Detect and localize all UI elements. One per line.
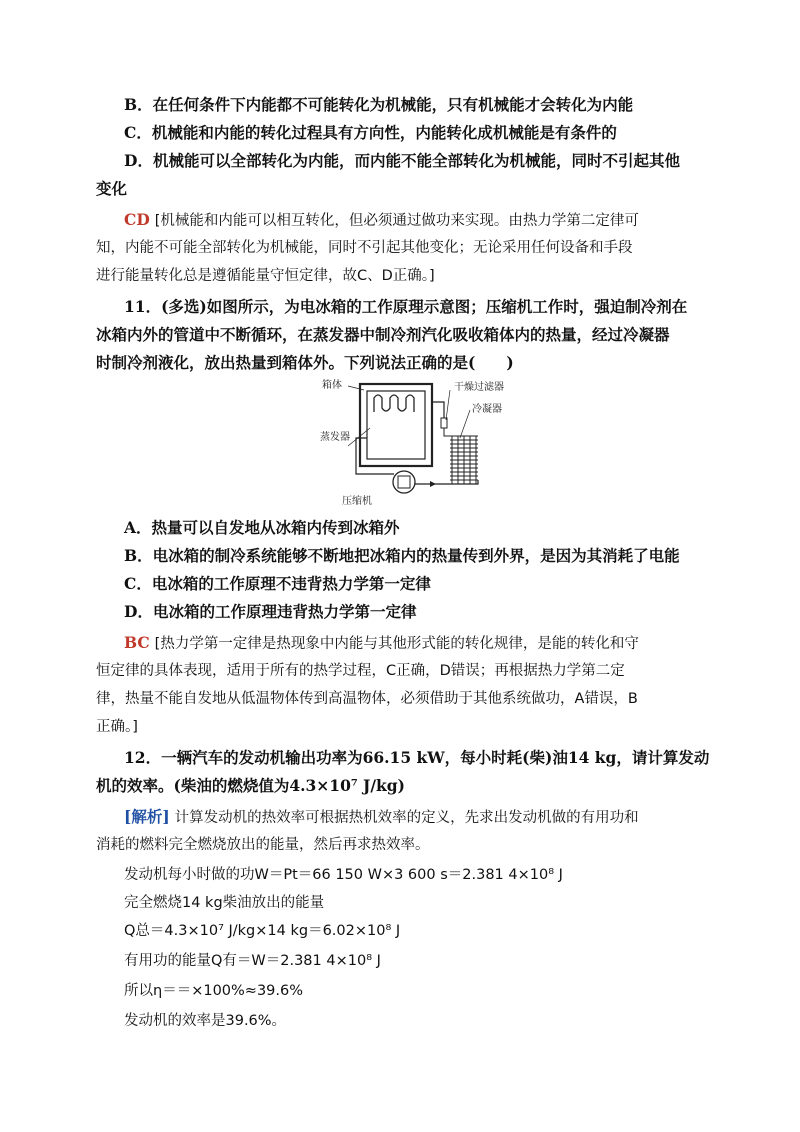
- label-compressor: 压缩机: [342, 496, 372, 507]
- q10-explanation-3: 进行能量转化总是遵循能量守恒定律，故C、D正确。]: [96, 268, 435, 284]
- leader-box: [348, 386, 364, 390]
- q11-answer: BC: [124, 633, 150, 652]
- leader-condenser: [460, 410, 470, 438]
- q11-option-a: A．热量可以自发地从冰箱内传到冰箱外: [124, 518, 400, 537]
- q12-calc-useful-energy: 有用功的能量Q有＝W＝2.381 4×10⁸ J: [124, 953, 381, 969]
- label-box: 箱体: [322, 380, 342, 391]
- compressor-core: [398, 476, 410, 488]
- q12-stem-line1: 12．一辆汽车的发动机输出功率为66.15 kW，每小时耗(柴)油14 kg，请计算发动: [124, 748, 710, 767]
- q12-calc-heading: 完全燃烧14 kg柴油放出的能量: [124, 895, 325, 911]
- pipe-top: [432, 402, 444, 418]
- refrigerator-diagram: [318, 378, 518, 510]
- q12-stem-line2: 机的效率。(柴油的燃烧值为4.3×10⁷ J/kg): [96, 776, 405, 795]
- q12-explanation-2: 消耗的燃料完全燃烧放出的能量，然后再求热效率。: [96, 837, 430, 853]
- label-condenser: 冷凝器: [472, 404, 502, 415]
- q11-stem-line3: 时制冷剂液化，放出热量到箱体外。下列说法正确的是( ): [96, 353, 514, 372]
- q11-stem-line1: 11．(多选)如图所示，为电冰箱的工作原理示意图；压缩机工作时，强迫制冷剂在: [124, 297, 688, 316]
- q10-option-c: C．机械能和内能的转化过程具有方向性，内能转化成机械能是有条件的: [124, 123, 617, 142]
- box-inner: [367, 391, 425, 459]
- label-filter: 干燥过滤器: [454, 382, 504, 393]
- q10-option-b: B．在任何条件下内能都不可能转化为机械能，只有机械能才会转化为内能: [124, 95, 634, 114]
- pipe-bottom: [415, 480, 478, 484]
- label-evaporator: 蒸发器: [320, 432, 350, 443]
- q11-answer-line1: [124, 632, 639, 655]
- analysis-tag: [解析]: [124, 807, 170, 826]
- q11-option-d: D．电冰箱的工作原理违背热力学第一定律: [124, 602, 417, 621]
- pipe-left: [356, 438, 394, 474]
- q12-calc-total-energy: Q总＝4.3×10⁷ J/kg×14 kg＝6.02×10⁸ J: [124, 923, 401, 939]
- q10-explanation-2: 知，内能不可能全部转化为机械能，同时不引起其他变化；无论采用任何设备和手段: [96, 240, 633, 256]
- q11-option-c: C．电冰箱的工作原理不违背热力学第一定律: [124, 574, 431, 593]
- q11-option-b: B．电冰箱的制冷系统能够不断地把冰箱内的热量传到外界，是因为其消耗了电能: [124, 546, 680, 565]
- flow-arrow: [430, 481, 436, 487]
- q10-answer: CD: [124, 210, 150, 229]
- q10-option-d-line1: D．机械能可以全部转化为内能，而内能不能全部转化为机械能，同时不引起其他: [124, 151, 680, 170]
- leader-filter: [446, 390, 450, 420]
- compressor: [393, 471, 415, 493]
- q11-explanation-3: 律，热量不能自发地从低温物体传到高温物体，必须借助于其他系统做功，A错误，B: [96, 691, 638, 707]
- q11-explanation-2: 恒定律的具体表现，适用于所有的热学过程，C正确，D错误；再根据热力学第二定: [96, 663, 625, 679]
- q10-answer-line1: [124, 209, 639, 232]
- q12-conclusion: 发动机的效率是39.6%。: [124, 1013, 287, 1029]
- evaporator-coil: [374, 395, 414, 412]
- q12-explanation-1: 计算发动机的热效率可根据热机效率的定义，先求出发动机做的有用功和: [174, 810, 639, 826]
- q11-explanation-4: 正确。]: [96, 719, 138, 735]
- q10-option-d-line2: 变化: [96, 179, 128, 198]
- condenser: [444, 428, 478, 484]
- q11-stem-line2: 冰箱内外的管道中不断循环，在蒸发器中制冷剂汽化吸收箱体内的热量，经过冷凝器: [96, 325, 670, 344]
- q12-analysis-line1: [124, 806, 639, 829]
- q11-explanation-1: [热力学第一定律是热现象中内能与其他形式能的转化规律，是能的转化和守: [154, 636, 639, 652]
- q12-calc-work: 发动机每小时做的功W＝Pt＝66 150 W×3 600 s＝2.381 4×10⁸ J: [124, 867, 563, 883]
- q10-explanation-1: [机械能和内能可以相互转化，但必须通过做功来实现。由热力学第二定律可: [154, 213, 639, 229]
- q12-calc-efficiency: 所以η＝＝×100%≈39.6%: [124, 983, 304, 999]
